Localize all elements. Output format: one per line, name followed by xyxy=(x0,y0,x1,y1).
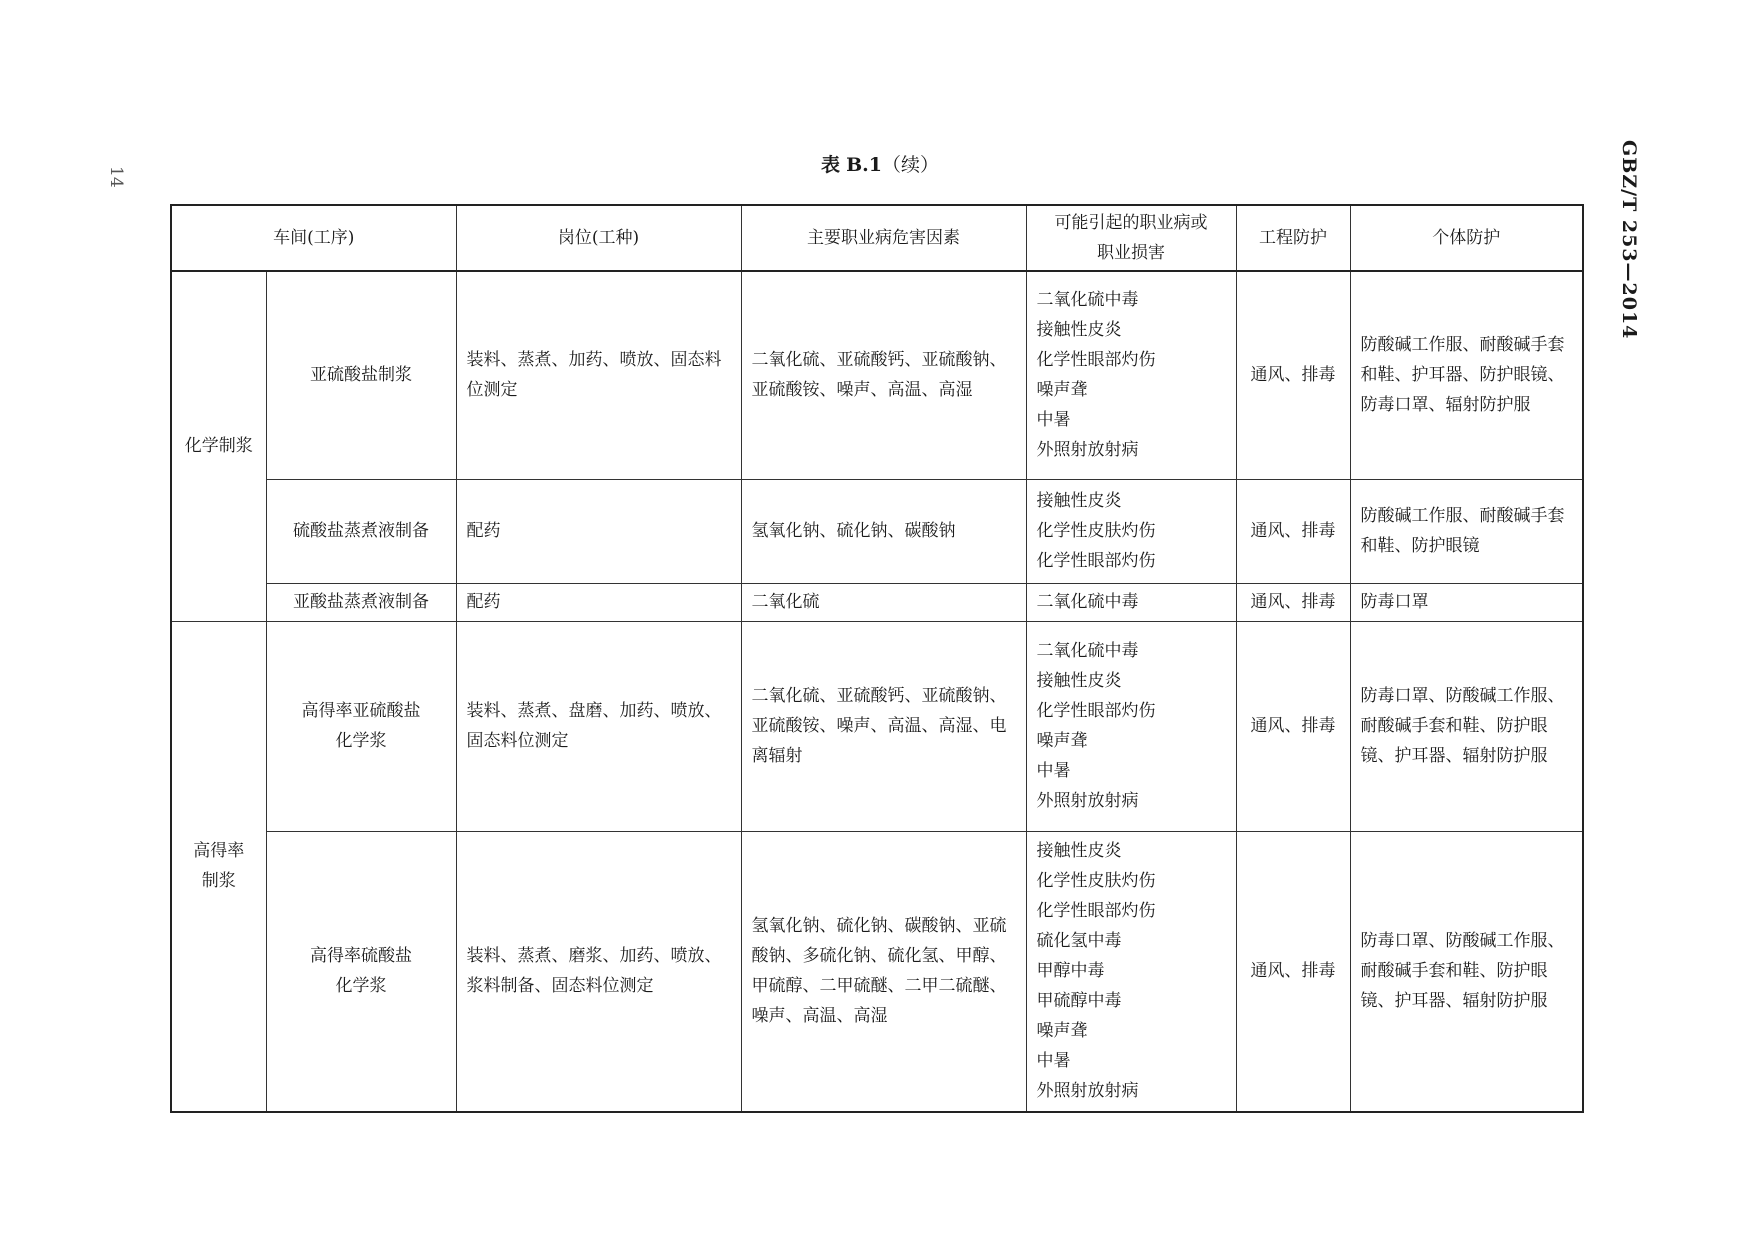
disease-item: 甲醇中毒 xyxy=(1036,961,1105,982)
process-line1: 高得率硫酸盐 xyxy=(310,946,412,967)
engineering-cell: 通风、排毒 xyxy=(1236,479,1350,583)
table-row xyxy=(171,621,1583,831)
header-workshop: 车间(工序) xyxy=(171,205,456,271)
table-title xyxy=(700,150,1060,177)
disease-item: 接触性皮炎 xyxy=(1036,491,1122,511)
group-high-yield-pulping xyxy=(171,621,266,1112)
disease-item: 中暑 xyxy=(1036,761,1071,781)
disease-item: 噪声聋 xyxy=(1036,380,1088,401)
diseases-cell xyxy=(1026,583,1236,621)
personal-cell: 防毒口罩、防酸碱工作服、耐酸碱手套和鞋、防护眼镜、护耳器、辐射防护服 xyxy=(1350,831,1583,1112)
table-row xyxy=(171,583,1583,621)
table-row xyxy=(171,271,1583,479)
disease-item: 接触性皮炎 xyxy=(1036,841,1122,862)
personal-cell: 防毒口罩、防酸碱工作服、耐酸碱手套和鞋、防护眼镜、护耳器、辐射防护服 xyxy=(1350,621,1583,831)
position-cell: 配药 xyxy=(456,479,741,583)
hazards-cell: 二氧化硫、亚硫酸钙、亚硫酸钠、亚硫酸铵、噪声、高温、高湿、电离辐射 xyxy=(741,621,1026,831)
disease-item: 中暑 xyxy=(1036,410,1071,431)
disease-item: 二氧化硫中毒 xyxy=(1036,641,1139,661)
disease-item: 甲硫醇中毒 xyxy=(1036,991,1122,1012)
engineering-cell: 通风、排毒 xyxy=(1236,621,1350,831)
group-name-line1: 高得率 xyxy=(193,841,245,862)
group-chemical-pulping: 化学制浆 xyxy=(171,271,266,621)
disease-item: 化学性皮肤灼伤 xyxy=(1036,521,1156,541)
engineering-cell: 通风、排毒 xyxy=(1236,583,1350,621)
table-title-label: B.1 xyxy=(846,154,882,176)
standard-code: GBZ/T 253—2014 xyxy=(1618,140,1640,340)
header-engineering: 工程防护 xyxy=(1236,205,1350,271)
table-row xyxy=(171,831,1583,1112)
header-diseases-line1: 可能引起的职业病或 xyxy=(1054,213,1208,233)
disease-item: 化学性眼部灼伤 xyxy=(1036,551,1156,571)
header-row xyxy=(171,205,1583,271)
disease-item: 外照射放射病 xyxy=(1036,791,1139,811)
disease-item: 化学性眼部灼伤 xyxy=(1036,350,1156,371)
diseases-cell xyxy=(1026,831,1236,1112)
hazard-table xyxy=(170,204,1584,1113)
table-row xyxy=(171,479,1583,583)
disease-item: 中暑 xyxy=(1036,1051,1071,1072)
process-cell xyxy=(266,621,456,831)
disease-item: 化学性眼部灼伤 xyxy=(1036,701,1156,721)
personal-cell: 防酸碱工作服、耐酸碱手套和鞋、防护眼镜 xyxy=(1350,479,1583,583)
personal-cell: 防酸碱工作服、耐酸碱手套和鞋、护耳器、防护眼镜、防毒口罩、辐射防护服 xyxy=(1350,271,1583,479)
personal-cell: 防毒口罩 xyxy=(1350,583,1583,621)
header-position: 岗位(工种) xyxy=(456,205,741,271)
disease-item: 二氧化硫中毒 xyxy=(1036,592,1139,612)
position-cell: 配药 xyxy=(456,583,741,621)
disease-item: 硫化氢中毒 xyxy=(1036,931,1122,952)
process-cell: 硫酸盐蒸煮液制备 xyxy=(266,479,456,583)
disease-item: 化学性皮肤灼伤 xyxy=(1036,871,1156,892)
disease-item: 噪声聋 xyxy=(1036,1021,1088,1042)
process-line1: 高得率亚硫酸盐 xyxy=(301,701,421,721)
diseases-cell xyxy=(1026,621,1236,831)
disease-item: 化学性眼部灼伤 xyxy=(1036,901,1156,922)
process-cell: 亚酸盐蒸煮液制备 xyxy=(266,583,456,621)
disease-item: 外照射放射病 xyxy=(1036,440,1139,461)
disease-item: 外照射放射病 xyxy=(1036,1081,1139,1102)
header-hazards: 主要职业病危害因素 xyxy=(741,205,1026,271)
hazards-cell: 二氧化硫、亚硫酸钙、亚硫酸钠、亚硫酸铵、噪声、高温、高湿 xyxy=(741,271,1026,479)
hazards-cell: 氢氧化钠、硫化钠、碳酸钠、亚硫酸钠、多硫化钠、硫化氢、甲醇、甲硫醇、二甲硫醚、二甲二硫醚、噪声、高温、高湿 xyxy=(741,831,1026,1112)
disease-item: 接触性皮炎 xyxy=(1036,671,1122,691)
table-title-prefix: 表 xyxy=(821,154,841,176)
process-cell: 亚硫酸盐制浆 xyxy=(266,271,456,479)
header-personal: 个体防护 xyxy=(1350,205,1583,271)
table-title-suffix: （续） xyxy=(881,154,939,176)
diseases-cell xyxy=(1026,479,1236,583)
group-name-line2: 制浆 xyxy=(201,871,236,892)
process-cell xyxy=(266,831,456,1112)
disease-item: 接触性皮炎 xyxy=(1036,320,1122,341)
process-line2: 化学浆 xyxy=(335,976,387,997)
engineering-cell: 通风、排毒 xyxy=(1236,271,1350,479)
hazards-cell: 氢氧化钠、硫化钠、碳酸钠 xyxy=(741,479,1026,583)
process-line2: 化学浆 xyxy=(335,731,387,751)
disease-item: 二氧化硫中毒 xyxy=(1036,290,1139,311)
engineering-cell: 通风、排毒 xyxy=(1236,831,1350,1112)
diseases-cell xyxy=(1026,271,1236,479)
position-cell: 装料、蒸煮、盘磨、加药、喷放、固态料位测定 xyxy=(456,621,741,831)
position-cell: 装料、蒸煮、加药、喷放、固态料位测定 xyxy=(456,271,741,479)
position-cell: 装料、蒸煮、磨浆、加药、喷放、浆料制备、固态料位测定 xyxy=(456,831,741,1112)
header-diseases xyxy=(1026,205,1236,271)
disease-item: 噪声聋 xyxy=(1036,731,1088,751)
page-number: 14 xyxy=(106,166,126,188)
hazards-cell: 二氧化硫 xyxy=(741,583,1026,621)
header-diseases-line2: 职业损害 xyxy=(1097,243,1166,263)
